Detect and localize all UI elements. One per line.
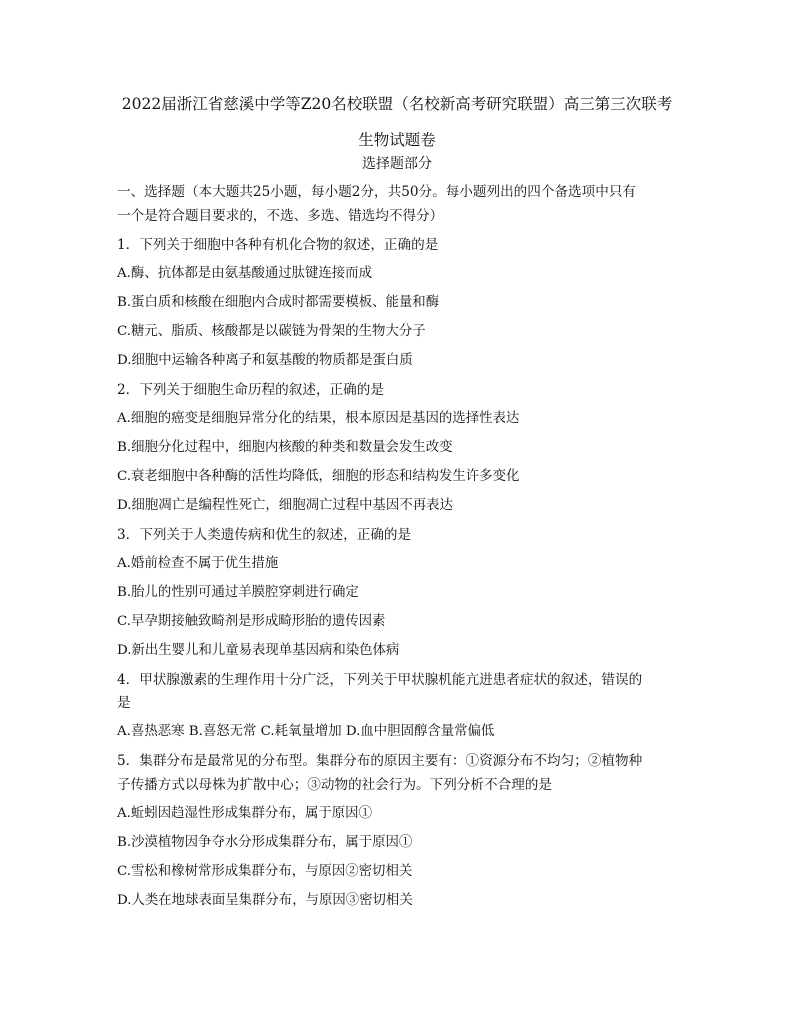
section-heading: 选择题部分 — [362, 156, 432, 172]
question-5-stem-line-1: 5．集群分布是最常见的分布型。集群分布的原因主要有：①资源分布不均匀；②植物种 — [117, 753, 643, 769]
question-2-stem: 2．下列关于细胞生命历程的叙述，正确的是 — [117, 382, 384, 398]
question-1-option-c: C.糖元、脂质、核酸都是以碳链为骨架的生物大分子 — [117, 324, 426, 339]
exam-title: 2022届浙江省慈溪中学等Z20名校联盟（名校新高考研究联盟）高三第三次联考 — [121, 95, 673, 113]
question-3-stem: 3．下列关于人类遗传病和优生的叙述，正确的是 — [117, 527, 412, 543]
question-3-option-c: C.早孕期接触致畸剂是形成畸形胎的遗传因素 — [117, 614, 386, 629]
question-3-option-a: A.婚前检查不属于优生措施 — [117, 556, 279, 571]
question-1-option-d: D.细胞中运输各种离子和氨基酸的物质都是蛋白质 — [117, 353, 413, 368]
exam-subtitle: 生物试题卷 — [358, 131, 436, 149]
question-5-option-b: B.沙漠植物因争夺水分形成集群分布，属于原因① — [117, 835, 413, 850]
instructions-line-2: 一个是符合题目要求的，不选、多选、错选均不得分） — [117, 208, 444, 224]
question-1-stem: 1．下列关于细胞中各种有机化合物的叙述，正确的是 — [117, 237, 439, 253]
question-4-stem-line-2: 是 — [117, 695, 131, 711]
question-3-option-d: D.新出生婴儿和儿童易表现单基因病和染色体病 — [117, 643, 400, 658]
question-5-stem-line-2: 子传播方式以母株为扩散中心；③动物的社会行为。下列分析不合理的是 — [117, 777, 552, 793]
question-3-option-b: B.胎儿的性别可通过羊膜腔穿刺进行确定 — [117, 585, 359, 600]
question-5-option-d: D.人类在地球表面呈集群分布，与原因③密切相关 — [117, 893, 413, 908]
instructions-line-1: 一、选择题（本大题共25小题，每小题2分，共50分。每小题列出的四个备选项中只有 — [117, 184, 637, 200]
question-5-option-c: C.雪松和橡树常形成集群分布，与原因②密切相关 — [117, 864, 413, 879]
question-5-option-a: A.蚯蚓因趋湿性形成集群分布，属于原因① — [117, 806, 372, 821]
question-2-option-c: C.衰老细胞中各种酶的活性均降低，细胞的形态和结构发生许多变化 — [117, 469, 520, 484]
question-1-option-b: B.蛋白质和核酸在细胞内合成时都需要模板、能量和酶 — [117, 295, 440, 310]
question-4-stem-line-1: 4．甲状腺激素的生理作用十分广泛，下列关于甲状腺机能亢进患者症状的叙述，错误的 — [117, 672, 643, 688]
question-2-option-a: A.细胞的癌变是细胞异常分化的结果，根本原因是基因的选择性表达 — [117, 411, 520, 426]
question-4-options: A.喜热恶寒 B.喜怒无常 C.耗氧量增加 D.血中胆固醇含量常偏低 — [117, 724, 495, 739]
question-2-option-b: B.细胞分化过程中，细胞内核酸的种类和数量会发生改变 — [117, 440, 453, 455]
question-1-option-a: A.酶、抗体都是由氨基酸通过肽键连接而成 — [117, 266, 372, 281]
question-2-option-d: D.细胞凋亡是编程性死亡，细胞凋亡过程中基因不再表达 — [117, 498, 453, 513]
